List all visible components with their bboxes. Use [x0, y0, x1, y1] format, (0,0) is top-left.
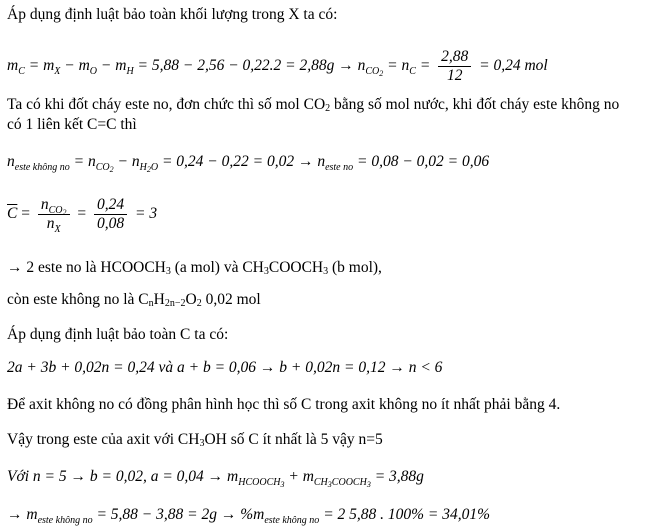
line-1: Áp dụng định luật bảo toàn khối lượng trong X ta có: — [7, 6, 338, 23]
line-conservation-c: Áp dụng định luật bảo toàn C ta có: — [7, 326, 229, 343]
paragraph-co2: Ta có khi đốt cháy este no, đơn chức thì số mol CO2 bằng số mol nước, khi đốt cháy este không no có 1 liên kết C=C thì — [7, 96, 620, 133]
line-isomer: Để axit không no có đồng phân hình học thì số C trong axit không no ít nhất phải bằng 4. — [7, 396, 561, 413]
equation-mass: $m_C = m_X - m_O - m_H = 5,88 - 2,56 - 0,22.2 = 2,88g \to n_{CO_2} = n_C$ = $\frac{2,88}{12}$ = 0,24 mol — [7, 48, 548, 84]
equation-carbon: 2a + 3b + 0,02n = 0,24 và a + b = 0,06 → b + 0,02n = 0,12 → n < 6 — [7, 359, 443, 376]
line-unsaturated: còn este không no là CnH2n−2O2 0,02 mol — [7, 291, 261, 309]
line-esters: → 2 este no là HCOOCH3 (a mol) và CH3COOCH3 (b mol), — [7, 259, 382, 277]
equation-average-c: $\overline{C}$ = $\frac{n_{CO_2}}{n_X}$ = $\frac{0,24}{0,08}$ = 3 — [7, 196, 158, 235]
line-ch3oh: Vậy trong este của axit với CH3OH số C ít nhất là 5 vậy n=5 — [7, 431, 383, 449]
equation-n5: Với n = 5 → b = 0,02, $a = 0,04 \to m_{HCOOCH_3} + m_{CH_3COOCH_3} = 3,88g$ — [7, 468, 424, 489]
equation-percent: → $m_{este không no} = 5,88 - 3,88 = 2g \to \%m_{este không no} = 2$ 5,88 . 100% = 34,01% — [7, 506, 491, 526]
equation-moles: $n_{este không no} = n_{CO_2} - n_{H_2O} = 0,24 - 0,22 = 0,02 \to n_{este no} = 0,08 - 0,02 = 0,06$ — [7, 153, 490, 174]
